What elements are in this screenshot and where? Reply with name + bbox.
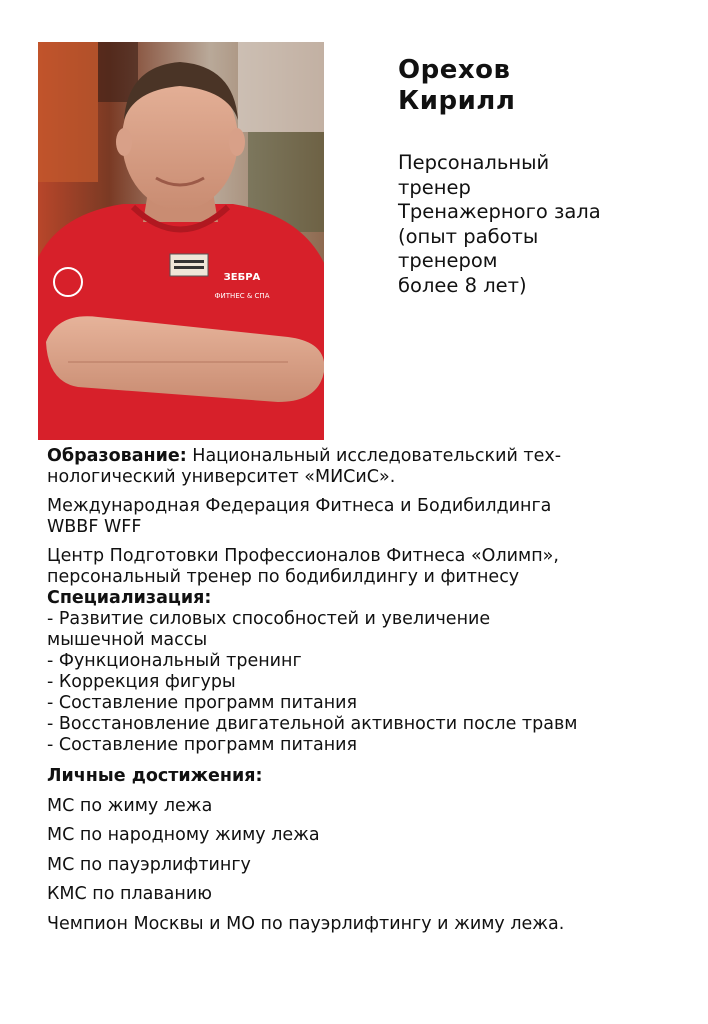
- shirt-logo-subtext: ФИТНЕС & СПА: [214, 292, 270, 300]
- education-label: Образование:: [47, 446, 187, 466]
- achievement-item: МС по пауэрлифтингу: [47, 854, 251, 875]
- resume-body: [47, 446, 667, 935]
- name-line-1: Орехов: [398, 55, 511, 85]
- role-line: Персональный: [398, 151, 550, 174]
- specialization-item: - Составление программ питания: [47, 735, 358, 755]
- achievements-label: Личные достижения:: [47, 766, 263, 786]
- role-line: более 8 лет): [398, 273, 527, 297]
- education-item-3-line-2: персональный тренер по бодибилдингу и фитнесу: [47, 567, 520, 587]
- trainer-role: [398, 151, 601, 298]
- specialization-item: - Составление программ питания: [47, 693, 358, 713]
- role-line: тренер: [398, 175, 471, 199]
- specialization-item: - Коррекция фигуры: [47, 672, 236, 692]
- achievement-item: МС по народному жиму лежа: [47, 825, 320, 845]
- education-text: Национальный исследовательский тех-: [186, 446, 562, 466]
- specialization-item: - Развитие силовых способностей и увеличение: [47, 609, 491, 629]
- education-line-1: [47, 446, 667, 467]
- specialization-item: - Восстановление двигательной активности после травм: [47, 714, 578, 734]
- specialization-label: Специализация:: [47, 588, 212, 608]
- education-line-2: нологический университет «МИСиС».: [47, 467, 396, 487]
- specialization-item: мышечной массы: [47, 630, 208, 650]
- shirt-logo-text: ЗЕБРА: [223, 272, 261, 283]
- achievements-section: [47, 765, 667, 935]
- education-item-2-line-1: Международная Федерация Фитнеса и Бодибилдинга: [47, 496, 552, 516]
- achievement-item: КМС по плаванию: [47, 884, 212, 904]
- trainer-photo: [38, 42, 324, 440]
- achievement-item: Чемпион Москвы и МО по пауэрлифтингу и жиму лежа.: [47, 913, 565, 934]
- education-item-2-line-2: WBBF WFF: [47, 517, 142, 537]
- name-line-2: Кирилл: [398, 86, 516, 116]
- role-line: (опыт работы: [398, 224, 539, 248]
- role-line: Тренажерного зала: [398, 200, 601, 223]
- trainer-name: [398, 55, 515, 117]
- specialization-item: - Функциональный тренинг: [47, 651, 302, 671]
- achievement-item: МС по жиму лежа: [47, 795, 213, 816]
- education-item-3-line-1: Центр Подготовки Профессионалов Фитнеса «Олимп»,: [47, 546, 559, 566]
- role-line: тренером: [398, 249, 498, 272]
